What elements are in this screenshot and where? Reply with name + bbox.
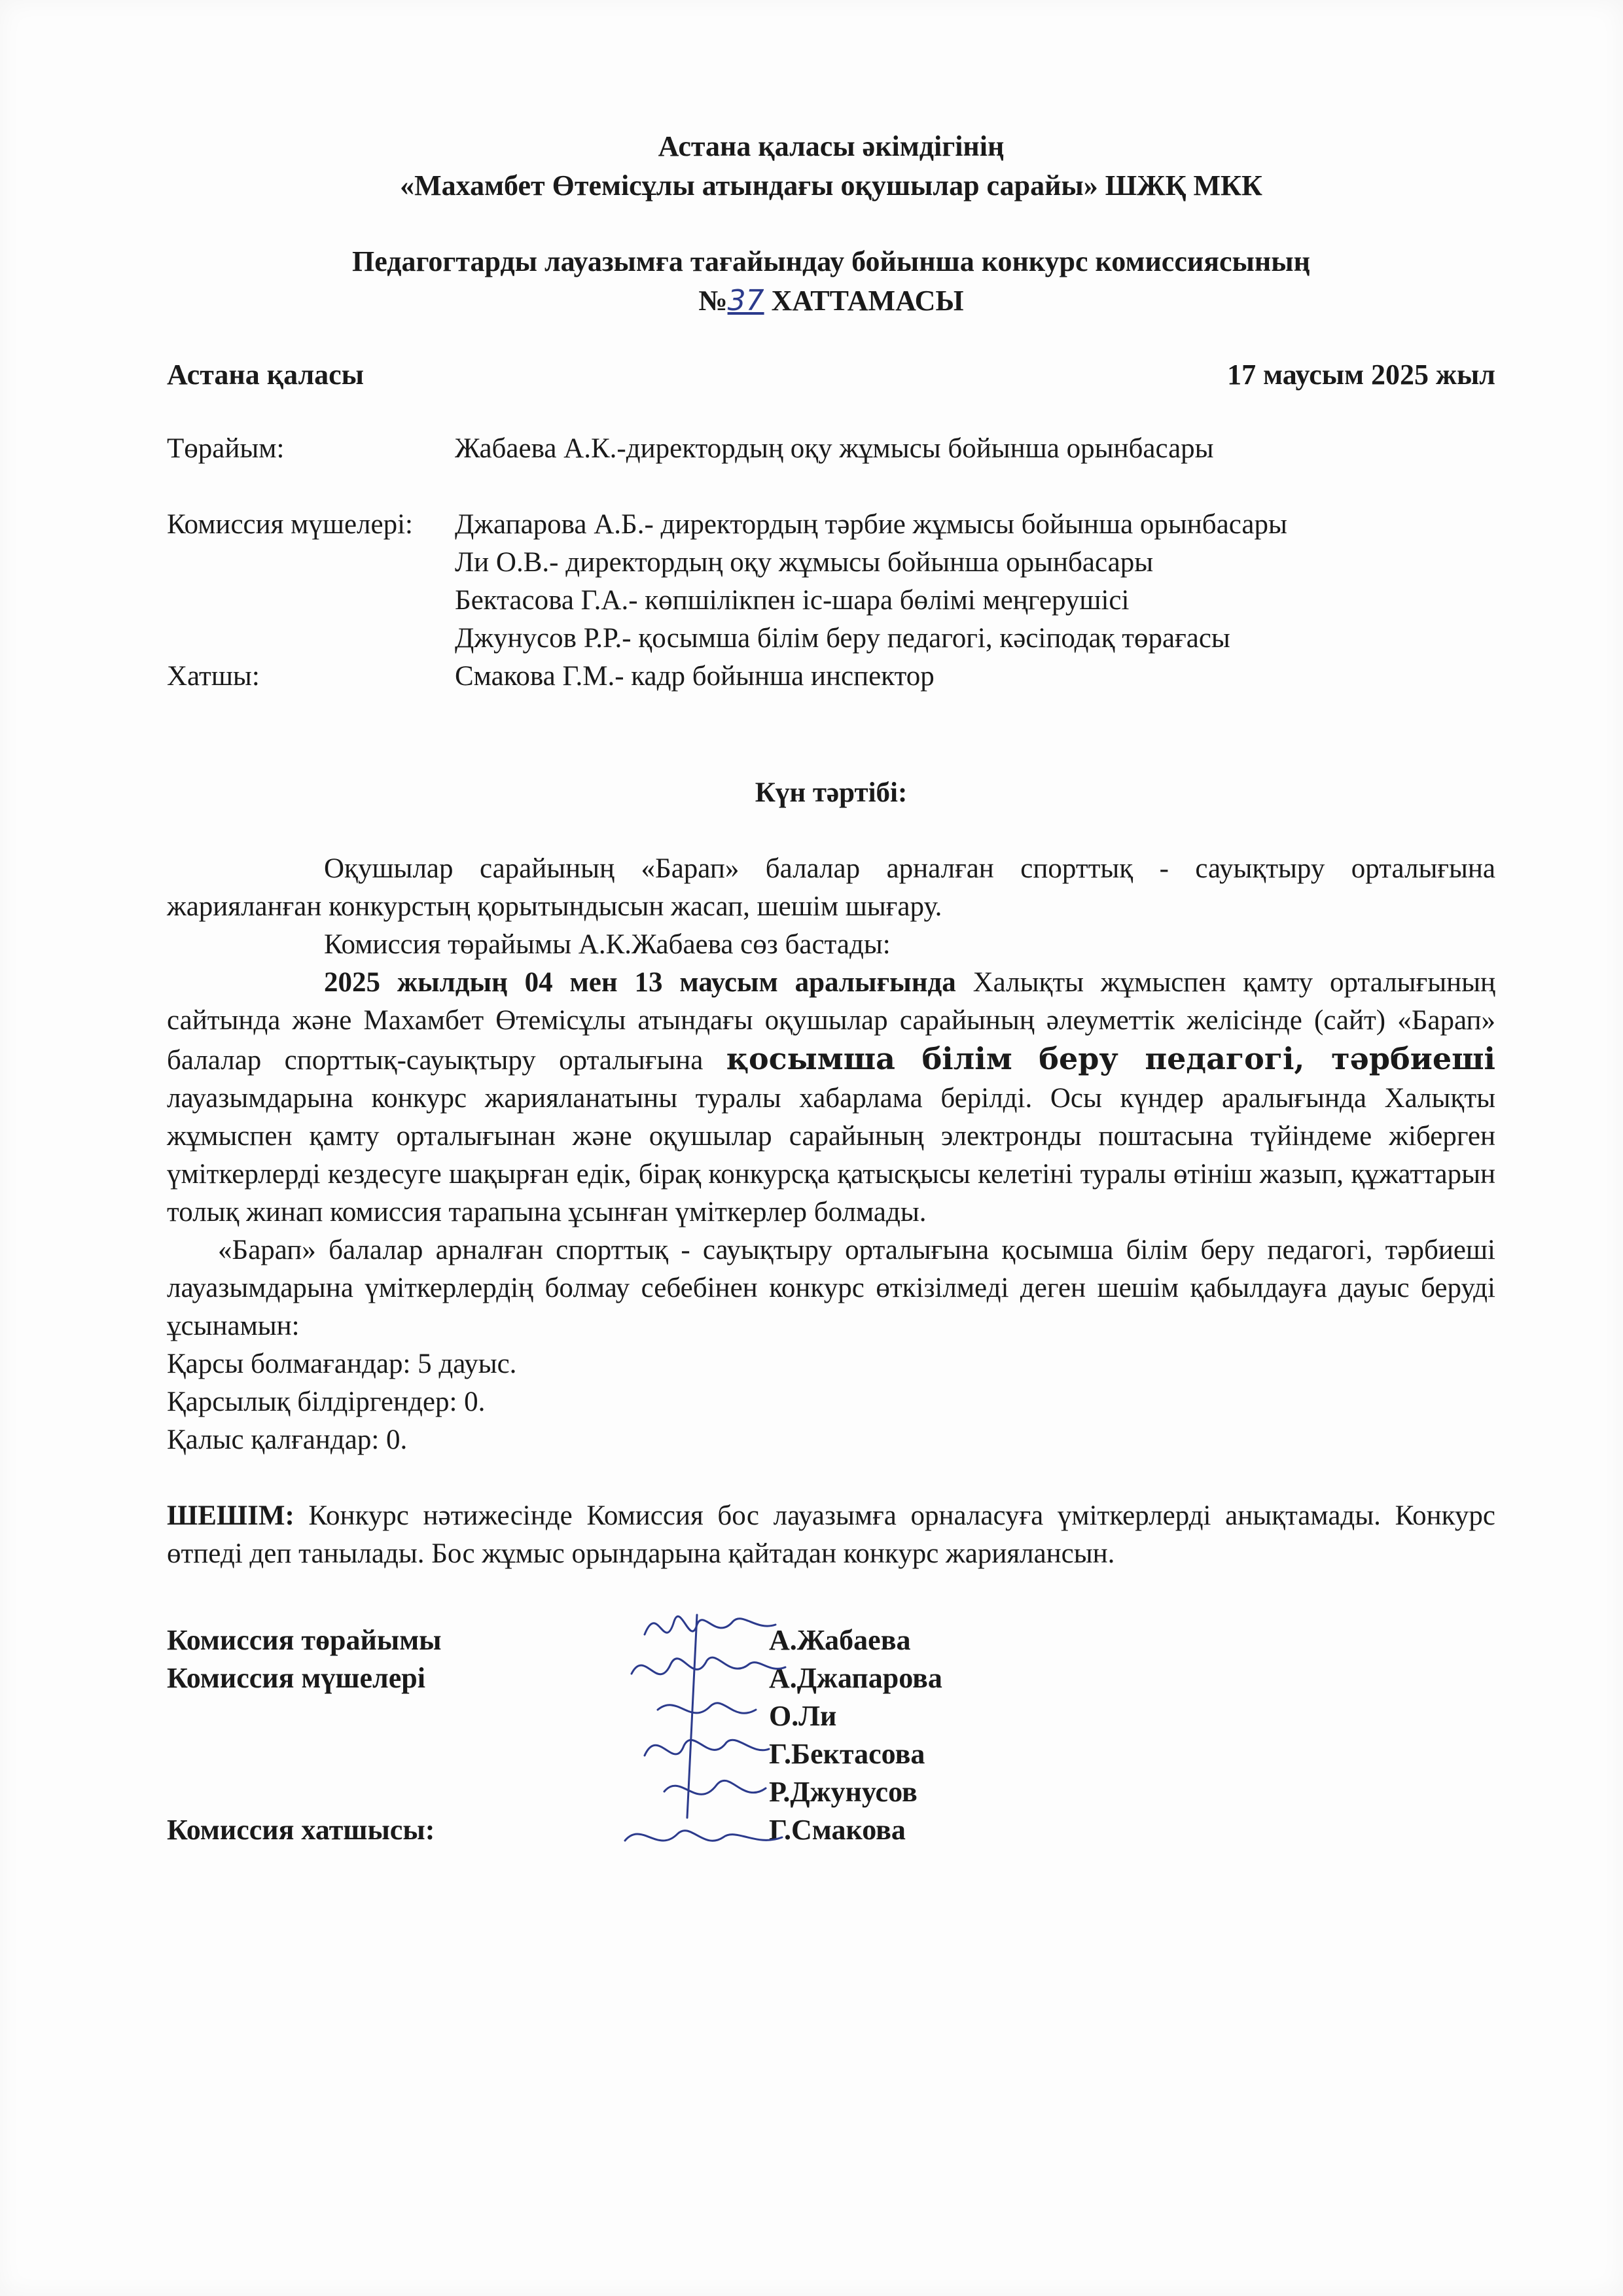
decision-paragraph <box>167 1497 1495 1573</box>
member-item: Бектасова Г.А.- көпшілікпен іс-шара бөлімі меңгерушісі <box>455 585 1130 616</box>
member-item: Ли О.В.- директордың оқу жұмысы бойынша орынбасары <box>455 547 1154 578</box>
signature-block <box>167 1621 1495 1857</box>
member-item: Джунусов Р.Р.- қосымша білім беру педагогі, кәсіподақ төрағасы <box>455 623 1230 654</box>
signer-name: А.Жабаева <box>769 1624 911 1656</box>
handwritten-signatures <box>618 1595 802 1870</box>
members-sign-role: Комиссия мүшелері <box>167 1662 425 1694</box>
secretary-label: Хатшы: <box>167 661 260 692</box>
member-item: Джапарова А.Б.- директордың тәрбие жұмысы бойынша орынбасары <box>455 509 1287 540</box>
decision-label: ШЕШІМ: <box>167 1500 294 1531</box>
vote-for: Қарсы болмағандар: 5 дауыс. <box>167 1349 517 1379</box>
decision-text: Конкурс нәтижесінде Комиссия бос лауазымға орналасуға үміткерлерді анықтамады. Конкурс өтпеді деп танылады. Бос жұмыс орындарына қайтадан конкурс жариялансын. <box>167 1500 1495 1569</box>
paragraph-1 <box>167 964 1495 1231</box>
place: Астана қаласы <box>167 359 365 391</box>
agenda-title: Күн тәртібі: <box>755 777 908 808</box>
place-date-row <box>167 356 1495 394</box>
vote-against: Қарсылық білдіргендер: 0. <box>167 1386 486 1417</box>
members-label: Комиссия мүшелері: <box>167 509 413 540</box>
paragraph-1-dates: 2025 жылдың 04 мен 13 маусым аралығында <box>324 967 956 998</box>
protocol-word: ХАТТАМАСЫ <box>771 285 964 317</box>
chair-label: Төрайым: <box>167 433 285 464</box>
title-line-1: Педагогтарды лауазымға тағайындау бойынша конкурс комиссиясының <box>352 245 1310 277</box>
org-line-1: Астана қаласы әкімдігінің <box>658 130 1005 162</box>
roles-block <box>167 430 1495 696</box>
paragraph-2: «Барап» балалар арналған спорттық - сауықтыру орталығына қосымша білім беру педагогі, тәрбиеші лауазымдарына үміткерлердің болмау себебінен конкурс өткізілмеді деген шешім қабылдауға дауыс беруді ұсынамын: <box>167 1235 1495 1341</box>
members-row <box>167 506 1495 658</box>
members-list <box>455 506 1495 658</box>
vote-abstain: Қалыс қалғандар: 0. <box>167 1424 408 1455</box>
opening-text: Комиссия төрайымы А.К.Жабаева сөз бастады: <box>324 929 891 960</box>
secretary-value: Смакова Г.М.- кадр бойынша инспектор <box>455 661 935 692</box>
chair-sign-role: Комиссия төрайымы <box>167 1624 442 1656</box>
chair-row <box>167 430 1495 468</box>
date: 17 маусым 2025 жыл <box>1227 359 1495 391</box>
paragraph-1-text-b: лауазымдарына конкурс жарияланатыны туралы хабарлама берілді. Осы күндер аралығында Халықты жұмыспен қамту орталығынан және оқушылар сарайының электронды поштасына түйіндеме жіберген үміткерлерді кездесуге шақырған едік, бірақ конкурсқа қатысқысы келетіні туралы өтініш жазып, құжаттарын толық жинап комиссия тарапына ұсынған үміткерлер болмады. <box>167 1083 1495 1227</box>
paragraph-1-positions: қосымша білім беру педагогі, тәрбиеші <box>726 1041 1495 1076</box>
agenda-text: Оқушылар сарайының «Барап» балалар арналған спорттық - сауықтыру орталығына жарияланған конкурстың қорытындысын жасап, шешім шығару. <box>167 853 1495 922</box>
handwritten-number: 37 <box>727 284 764 317</box>
document-content <box>167 128 1495 1857</box>
org-line-2: «Махамбет Өтемісұлы атындағы оқушылар сарайы» ШЖҚ МКК <box>400 169 1262 202</box>
signer-name: Г.Смакова <box>769 1814 906 1846</box>
signer-name: Г.Бектасова <box>769 1738 925 1770</box>
signer-name: О.Ли <box>769 1700 837 1732</box>
secretary-row <box>167 658 1495 696</box>
signer-name: А.Джапарова <box>769 1662 942 1694</box>
paragraph-1-text-a: Халықты жұмыспен қамту орталығының сайтында және Махамбет Өтемісұлы атындағы оқушылар сарайының әлеуметтік желісінде (сайт) «Барап» балалар спорттық-сауықтыру орталығына <box>167 967 1496 1076</box>
signer-name: Р.Джунусов <box>769 1776 918 1808</box>
chair-value: Жабаева А.К.-директордың оқу жұмысы бойынша орынбасары <box>455 433 1214 464</box>
secretary-sign-role: Комиссия хатшысы: <box>167 1814 435 1846</box>
number-prefix: № <box>698 285 728 317</box>
title-line-2 <box>167 282 1495 320</box>
